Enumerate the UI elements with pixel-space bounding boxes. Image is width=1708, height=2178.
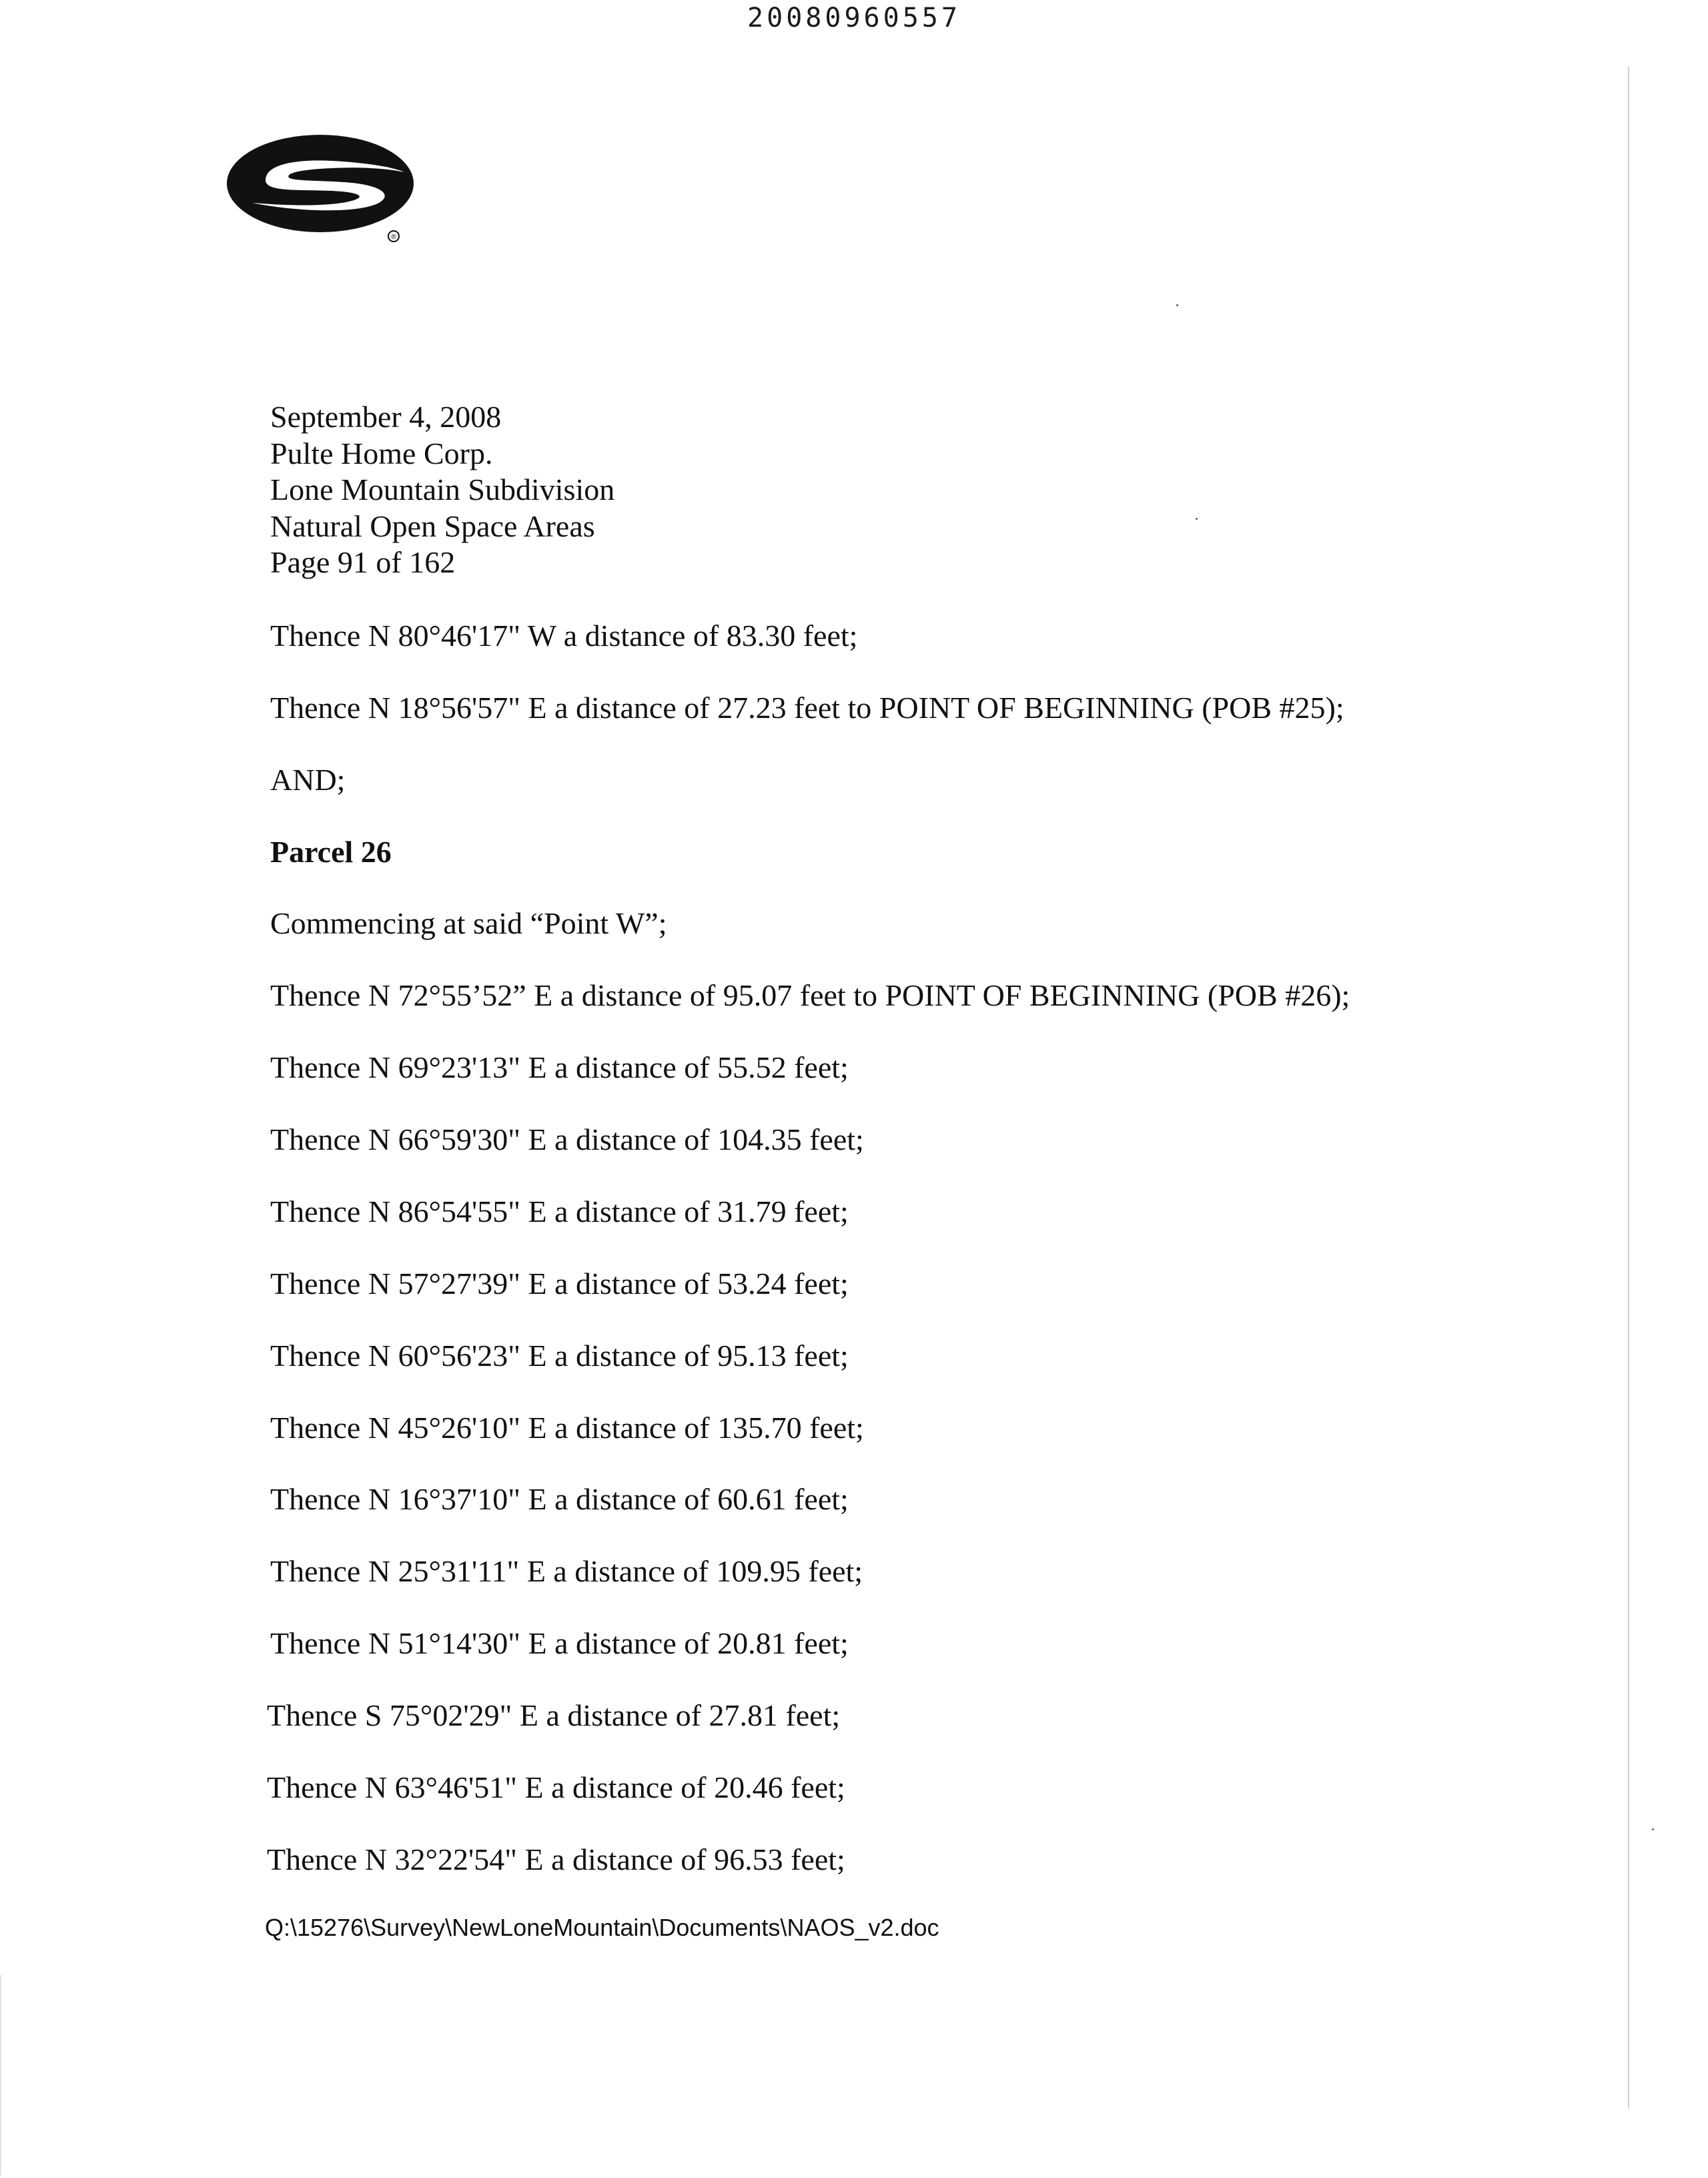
course-line: Thence N 72°55’52” E a distance of 95.07 feet to POINT OF BEGINNING (POB #26);: [270, 978, 1350, 1012]
and-separator: AND;: [270, 763, 346, 797]
footer-file-path: Q:\15276\Survey\NewLoneMountain\Documents\NAOS_v2.doc: [265, 1914, 939, 1941]
course-line: Thence N 86°54'55" E a distance of 31.79 feet;: [270, 1194, 849, 1228]
course-line: Thence N 25°31'11" E a distance of 109.95 feet;: [270, 1554, 863, 1588]
commencing-line: Commencing at said “Point W”;: [270, 906, 667, 940]
course-line: Thence N 69°23'13" E a distance of 55.52 feet;: [270, 1050, 849, 1084]
parcel-heading: Parcel 26: [270, 835, 392, 869]
course-line: Thence N 45°26'10" E a distance of 135.70 feet;: [270, 1411, 864, 1445]
header-page-number: Page 91 of 162: [270, 545, 456, 579]
registered-mark: ®: [390, 234, 397, 241]
document-number: 20080960557: [747, 3, 961, 33]
course-line: Thence N 18°56'57" E a distance of 27.23 feet to POINT OF BEGINNING (POB #25);: [270, 691, 1344, 725]
course-line: Thence N 57°27'39" E a distance of 53.24 feet;: [270, 1266, 849, 1301]
header-subject: Natural Open Space Areas: [270, 508, 595, 543]
course-line: Thence N 60°56'23" E a distance of 95.13 feet;: [270, 1339, 849, 1373]
header-date: September 4, 2008: [270, 400, 502, 434]
scan-speck: [1652, 1828, 1654, 1830]
header-company: Pulte Home Corp.: [270, 436, 493, 470]
course-line: Thence N 51°14'30" E a distance of 20.81 feet;: [270, 1626, 849, 1660]
scan-speck: [1176, 304, 1178, 306]
course-line: Thence N 16°37'10" E a distance of 60.61 feet;: [270, 1482, 849, 1516]
course-line: Thence N 80°46'17" W a distance of 83.30 feet;: [270, 619, 858, 653]
scan-edge-line: [0, 1975, 1, 2175]
course-line: Thence N 32°22'54" E a distance of 96.53 feet;: [267, 1842, 845, 1876]
scan-edge-line: [1628, 67, 1629, 2109]
course-line: Thence S 75°02'29" E a distance of 27.81 feet;: [267, 1698, 841, 1732]
scan-speck: [1196, 518, 1198, 520]
course-line: Thence N 66°59'30" E a distance of 104.35 feet;: [270, 1122, 864, 1156]
course-line: Thence N 63°46'51" E a distance of 20.46 feet;: [267, 1770, 845, 1804]
header-subdivision: Lone Mountain Subdivision: [270, 472, 615, 506]
